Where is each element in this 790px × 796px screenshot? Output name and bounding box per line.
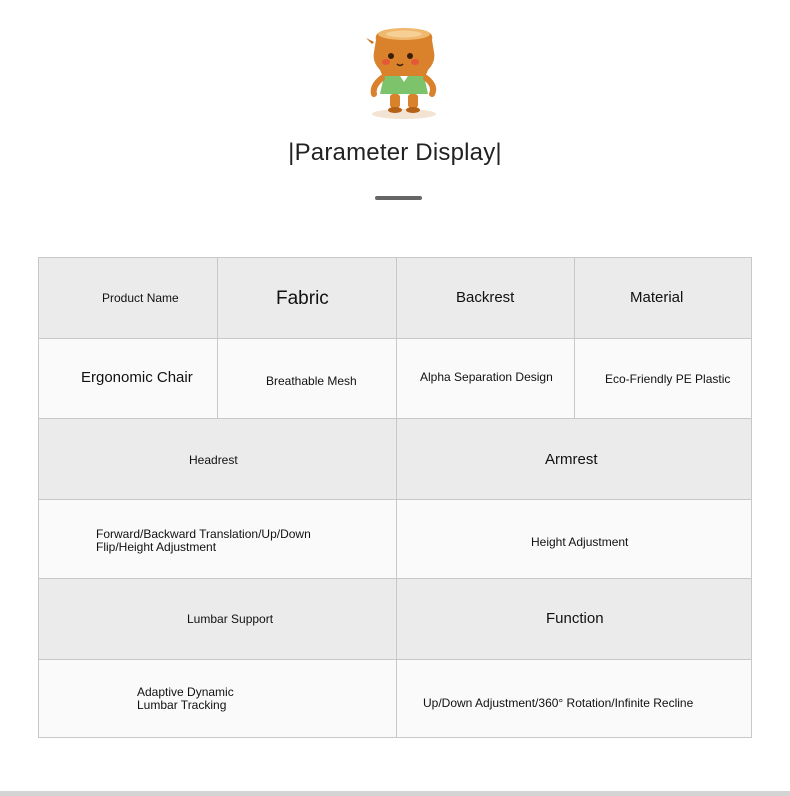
cell-armrest-value: Height Adjustment	[531, 535, 629, 549]
table-cell	[39, 579, 396, 659]
table-row	[39, 258, 751, 338]
table-cell	[39, 339, 217, 418]
table-row	[39, 499, 751, 578]
cell-backrest-value: Alpha Separation Design	[420, 370, 553, 384]
table-cell	[396, 500, 751, 578]
table-cell	[39, 660, 396, 737]
table-row	[39, 418, 751, 499]
table-cell	[396, 419, 751, 499]
cell-fabric-label: Fabric	[276, 288, 329, 309]
cell-headrest-label: Headrest	[189, 453, 238, 467]
table-cell	[39, 258, 217, 338]
cell-lumbar-support-label: Lumbar Support	[187, 612, 274, 626]
cell-product-name-value: Ergonomic Chair	[81, 369, 193, 386]
cell-lumbar-support-value	[137, 686, 234, 712]
cell-function-label: Function	[546, 610, 604, 627]
cell-headrest-value-line-2: Flip/Height Adjustment	[96, 540, 217, 554]
table-cell	[217, 258, 396, 338]
tree-stump-mascot-icon	[364, 22, 444, 122]
cell-headrest-value	[96, 528, 311, 554]
table-cell	[396, 660, 751, 737]
table-cell	[39, 419, 396, 499]
table-cell	[574, 339, 751, 418]
cell-product-name-label: Product Name	[102, 291, 179, 305]
table-cell	[217, 339, 396, 418]
table-cell	[39, 500, 396, 578]
title-divider	[375, 196, 422, 200]
table-cell	[396, 258, 574, 338]
page-title: |Parameter Display|	[288, 139, 502, 166]
cell-backrest-label: Backrest	[456, 289, 515, 306]
cell-lumbar-support-value-line-1: Adaptive Dynamic	[137, 685, 234, 699]
cell-material-label: Material	[630, 289, 684, 306]
parameter-table	[38, 257, 752, 738]
table-row	[39, 338, 751, 418]
cell-lumbar-support-value-line-2: Lumbar Tracking	[137, 698, 227, 712]
table-row	[39, 659, 751, 737]
table-cell	[396, 339, 574, 418]
table-cell	[574, 258, 751, 338]
cell-headrest-value-line-1: Forward/Backward Translation/Up/Down	[96, 527, 311, 541]
cell-armrest-label: Armrest	[545, 451, 598, 468]
table-row	[39, 578, 751, 659]
table-cell	[396, 579, 751, 659]
cell-material-value: Eco-Friendly PE Plastic	[605, 372, 731, 386]
cell-function-value: Up/Down Adjustment/360° Rotation/Infinite Recline	[423, 696, 694, 710]
bottom-divider	[0, 791, 790, 796]
cell-fabric-value: Breathable Mesh	[266, 374, 357, 388]
